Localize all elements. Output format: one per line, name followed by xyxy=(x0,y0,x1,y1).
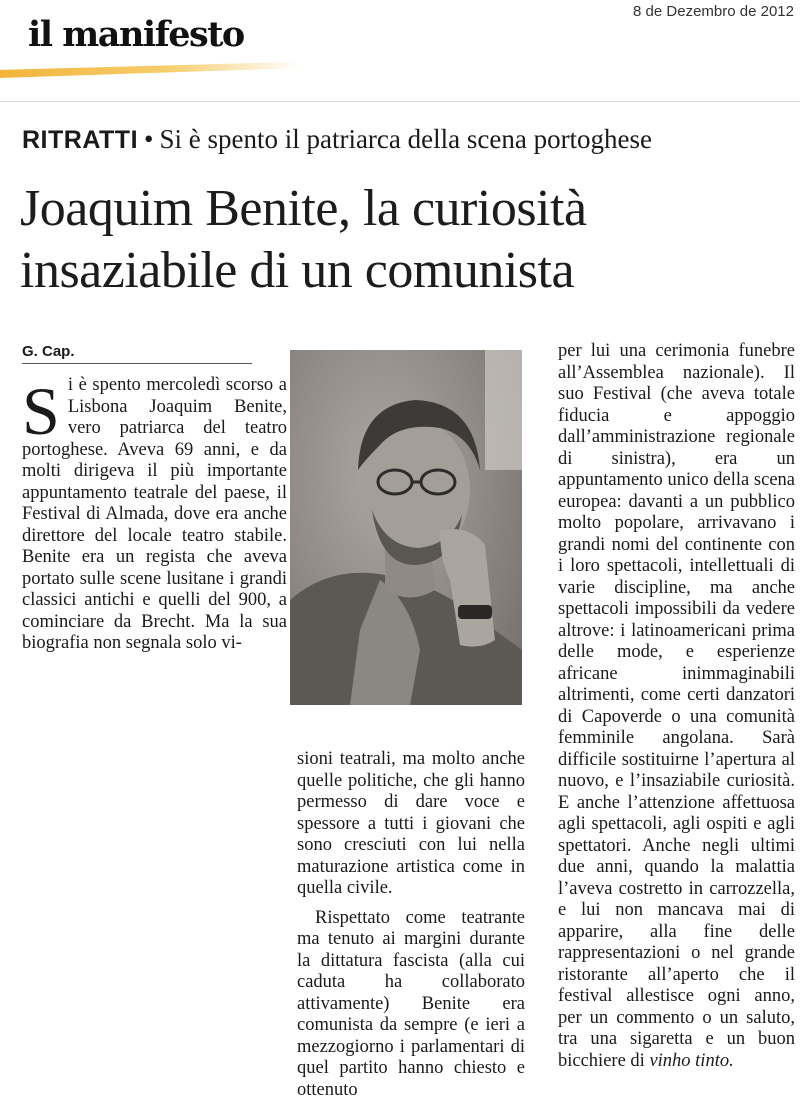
paragraph-4-text: per lui una cerimonia funebre all’Assemblea nazionale). Il suo Festival (che aveva totale fiducia e appoggio dall’amministrazione regionale di sinistra), era un appuntamento unico della scena europea: davanti a un pubblico molto popolare, arrivavano i grandi nomi del continente con i loro spettacoli, intellettuali di varie discipline, ma anche spettacoli impossibili da vedere altrove: i latinoamericani prima delle mode, e esperienze africane inimmaginabili altrimenti, come certi danzatori di Capoverde o una comunità femminile angolana. Sarà difficile sostituirne l’apertura al nuovo, e l’insaziabile curiosità. E anche l’attenzione affettuosa agli spettacoli, agli ospiti e agli spettatori. Anche negli ultimi due anni, quando la malattia l’aveva costretto in carrozzella, e lui non mancava mai di apparire, alla fine delle rappresentazioni o nel grande ristorante all’aperto che il festival allestisce ogni anno, per un commento o un saluto, tra una sigaretta e un buon bicchiere di xyxy=(558,341,795,1071)
article-paragraph-2: sioni teatrali, ma molto anche quelle politiche, che gli hanno permesso di dare voce e spessore a tutti i giovani che sono cresciuti con lui nella maturazione artistica come in quella civile. xyxy=(297,749,525,900)
rubric-label: RITRATTI xyxy=(22,126,138,154)
article-paragraph-4 xyxy=(558,341,795,1072)
headline: Joaquim Benite, la curiosità insaziabile di un comunista xyxy=(20,178,790,302)
byline: G. Cap. xyxy=(22,343,252,364)
publication-date: 8 de Dezembro de 2012 xyxy=(633,3,794,20)
article-column-2 xyxy=(297,749,525,1101)
article-column-3 xyxy=(558,341,795,1072)
kicker xyxy=(22,124,652,155)
drop-cap: S xyxy=(22,383,60,439)
paragraph-1-text: i è spento mercoledì scorso a Lisbona Joaquim Benite, vero patriarca del teatro portoghese. Aveva 69 anni, e da molti dirigeva il più importante appuntamento teatrale del paese, il Festival di Almada, dove era anche direttore del locale teatro stabile. Benite era un regista che aveva portato sulle scene lusitane i grandi classici antichi e quelli del 900, a cominciare da Brecht. Ma la sua biografia non segnala solo vi- xyxy=(22,375,287,653)
article-column-1 xyxy=(22,375,287,655)
article-paragraph-3: Rispettato come teatrante ma tenuto ai margini durante la dittatura fascista (alla cui caduta ha collaborato attivamente) Benite era comunista da sempre (e ieri a mezzogiorno i parlamentari di quel partito hanno chiesto e ottenuto xyxy=(297,908,525,1101)
kicker-text: Si è spento il patriarca della scena portoghese xyxy=(159,124,652,154)
article-paragraph-1 xyxy=(22,375,287,655)
masthead-logo: il manifesto xyxy=(28,14,244,55)
masthead-accent-line xyxy=(0,60,300,78)
header-divider xyxy=(0,101,800,102)
kicker-bullet: • xyxy=(144,124,153,154)
portrait-photo xyxy=(290,350,522,705)
italic-phrase: vinho tinto. xyxy=(649,1051,733,1071)
